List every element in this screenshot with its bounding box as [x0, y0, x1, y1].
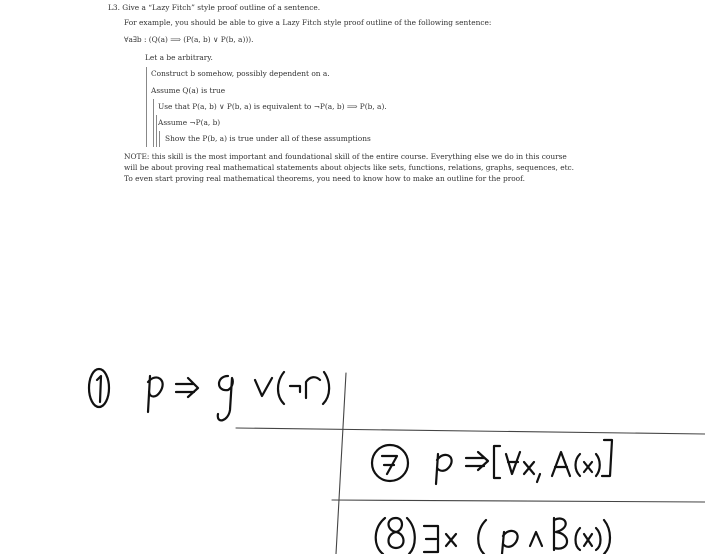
- note-line-1: NOTE: this skill is the most important and foundational skill of the entire course. Everything else we do in this course: [124, 152, 567, 161]
- divider-horizontal-bottom: [332, 500, 705, 502]
- outline-line-6: Show the P(b, a) is true under all of these assumptions: [165, 134, 371, 143]
- outline-line-3: Assume Q(a) is true: [151, 86, 226, 95]
- handwritten-item-7: [372, 440, 612, 484]
- outline-line-5: Assume ¬P(a, b): [158, 118, 221, 127]
- problem-intro: For example, you should be able to give a Lazy Fitch style proof outline of the following sentence:: [124, 18, 492, 27]
- handwritten-item-8: [376, 518, 610, 554]
- note-line-2: will be about proving real mathematical statements about objects like sets, functions, relations, graphs, sequences, etc.: [124, 163, 575, 172]
- note-line-3: To even start proving real mathematical theorems, you need to know how to make an outline for the proof.: [124, 174, 525, 183]
- divider-vertical: [336, 373, 346, 554]
- divider-horizontal-top: [236, 428, 705, 434]
- problem-formula: ∀a∃b : (Q(a) ⟹ (P(a, b) ∨ P(b, a))).: [124, 35, 254, 44]
- outline-line-2: Construct b somehow, possibly dependent on a.: [151, 69, 330, 78]
- outline-line-4: Use that P(a, b) ∨ P(b, a) is equivalent to ¬P(a, b) ⟹ P(b, a).: [158, 102, 387, 111]
- outline-line-1: Let a be arbitrary.: [145, 53, 213, 62]
- problem-heading: L3. Give a “Lazy Fitch” style proof outline of a sentence.: [108, 3, 321, 12]
- handwritten-item-1: [89, 369, 329, 420]
